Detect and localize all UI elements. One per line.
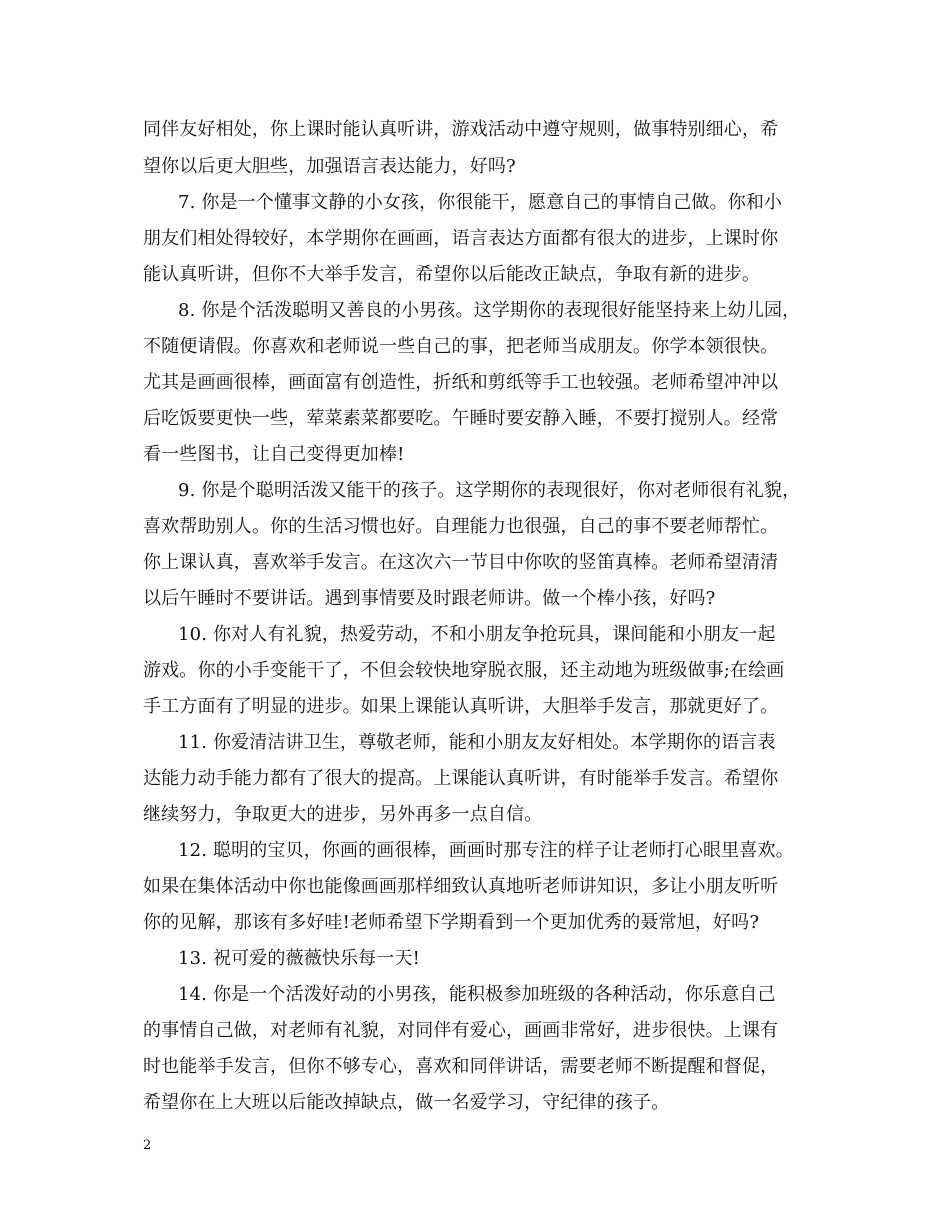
- paragraph-11-start: 11. 你爱清洁讲卫生，尊敬老师，能和小朋友友好相处。本学期你的语言表: [178, 732, 776, 753]
- page-number: 2: [143, 1138, 152, 1153]
- paragraph-12-start: 12. 聪明的宝贝，你画的画很棒，画画时那专注的样子让老师打心眼里喜欢。: [178, 840, 794, 861]
- paragraph-9-start: 9. 你是个聪明活泼又能干的孩子。这学期你的表现很好，你对老师很有礼貌，: [178, 480, 801, 501]
- text-line: 后吃饭要更快一些，荤菜素菜都要吃。午睡时要安静入睡，不要打搅别人。经常: [143, 408, 779, 429]
- paragraph-13: 13. 祝可爱的薇薇快乐每一天!: [178, 948, 420, 969]
- text-line: 望你以后更大胆些，加强语言表达能力，好吗?: [143, 156, 516, 177]
- text-line: 手工方面有了明显的进步。如果上课能认真听讲，大胆举手发言，那就更好了。: [143, 696, 779, 717]
- text-line: 朋友们相处得较好，本学期你在画画，语言表达方面都有很大的进步，上课时你: [143, 228, 779, 249]
- text-line: 看一些图书，让自己变得更加棒!: [143, 444, 405, 465]
- paragraph-7-start: 7. 你是一个懂事文静的小女孩，你很能干，愿意自己的事情自己做。你和小: [178, 192, 783, 213]
- paragraph-8-start: 8. 你是个活泼聪明又善良的小男孩。这学期你的表现很好能坚持来上幼儿园，: [178, 300, 801, 321]
- text-line: 同伴友好相处，你上课时能认真听讲，游戏活动中遵守规则，做事特别细心，希: [143, 119, 779, 140]
- text-line: 你上课认真，喜欢举手发言。在这次六一节目中你吹的竖笛真棒。老师希望清清: [143, 552, 779, 573]
- text-line: 游戏。你的小手变能干了，不但会较快地穿脱衣服，还主动地为班级做事;在绘画: [143, 660, 785, 681]
- paragraph-14-start: 14. 你是一个活泼好动的小男孩，能积极参加班级的各种活动，你乐意自己: [178, 984, 776, 1005]
- text-line: 时也能举手发言，但你不够专心，喜欢和同伴讲话，需要老师不断提醒和督促，: [143, 1056, 779, 1077]
- text-line: 达能力动手能力都有了很大的提高。上课能认真听讲，有时能举手发言。希望你: [143, 768, 779, 789]
- text-line: 不随便请假。你喜欢和老师说一些自己的事，把老师当成朋友。你学本领很快。: [143, 336, 779, 357]
- paragraph-10-start: 10. 你对人有礼貌，热爱劳动，不和小朋友争抢玩具，课间能和小朋友一起: [178, 624, 776, 645]
- text-line: 的事情自己做，对老师有礼貌，对同伴有爱心，画画非常好，进步很快。上课有: [143, 1020, 779, 1041]
- text-line: 你的见解，那该有多好哇!老师希望下学期看到一个更加优秀的聂常旭，好吗?: [143, 912, 760, 933]
- text-line: 喜欢帮助别人。你的生活习惯也好。自理能力也很强，自己的事不要老师帮忙。: [143, 516, 779, 537]
- text-line: 尤其是画画很棒，画面富有创造性，折纸和剪纸等手工也较强。老师希望冲冲以: [143, 372, 779, 393]
- text-line: 能认真听讲，但你不大举手发言，希望你以后能改正缺点，争取有新的进步。: [143, 264, 761, 285]
- text-line: 希望你在上大班以后能改掉缺点，做一名爱学习，守纪律的孩子。: [143, 1092, 670, 1113]
- text-line: 以后午睡时不要讲话。遇到事情要及时跟老师讲。做一个棒小孩，好吗?: [143, 588, 716, 609]
- text-line: 如果在集体活动中你也能像画画那样细致认真地听老师讲知识，多让小朋友听听: [143, 876, 779, 897]
- text-line: 继续努力，争取更大的进步，另外再多一点自信。: [143, 804, 543, 825]
